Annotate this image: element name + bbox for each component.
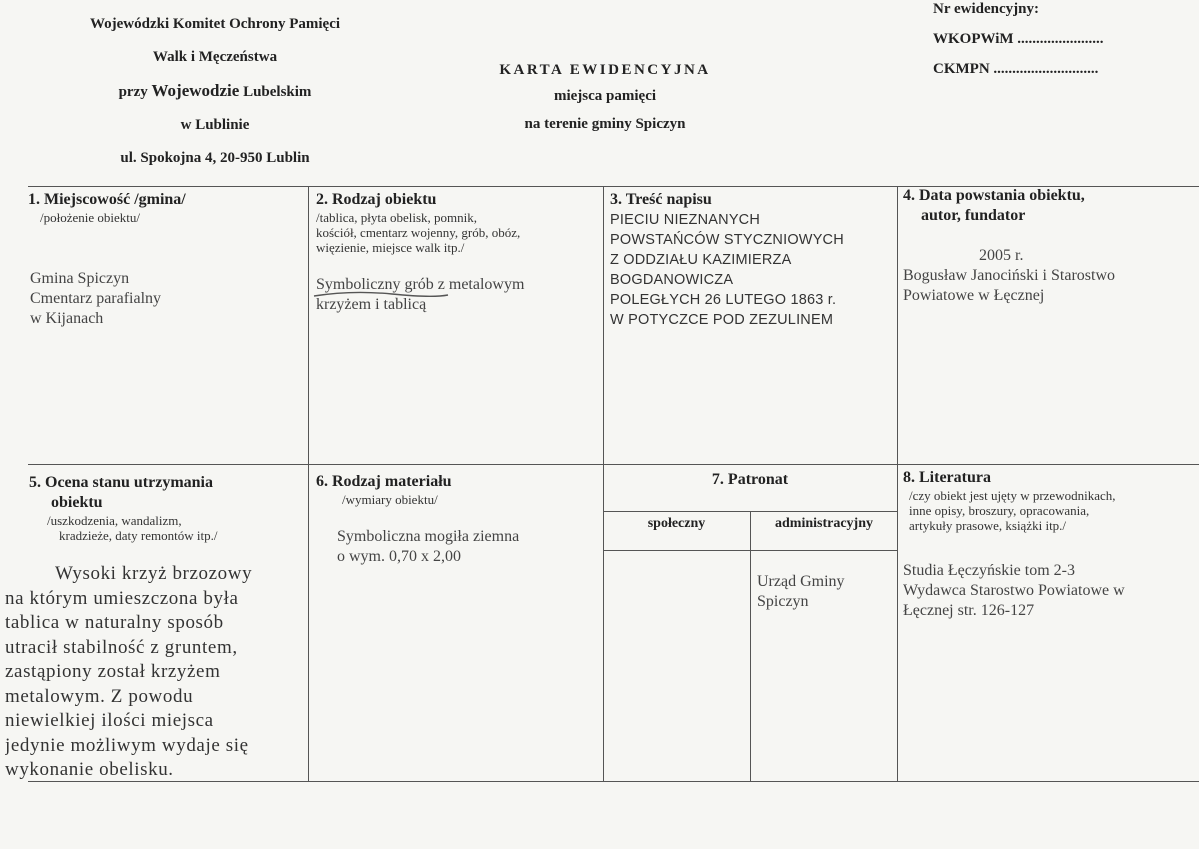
org-address: ul. Spokojna 4, 20-950 Lublin (120, 150, 310, 166)
object-type-line: krzyżem i tablicą (316, 296, 427, 313)
section-1-subtitle: /położenie obiektu/ (40, 210, 141, 225)
author-line: Bogusław Janociński i Starostwo (903, 267, 1115, 284)
literature-line: Wydawca Starostwo Powiatowe w (903, 582, 1125, 599)
section-8-subtitle: /czy obiekt jest ujęty w przewodnikach, inne opisy, broszury, opracowania, artykuły prasowe, książki itp./ (909, 488, 1116, 533)
section-4-title-line1: 4. Data powstania obiektu, (903, 187, 1085, 204)
org-city: w Lublinie (180, 117, 250, 133)
section-6-subtitle: /wymiary obiektu/ (342, 492, 438, 507)
section-1-title: 1. Miejscowość /gmina/ (28, 191, 186, 208)
material-line: Symboliczna mogiła ziemna (337, 528, 520, 545)
location-line: Cmentarz parafialny (30, 290, 162, 307)
pen-underline-mark (312, 286, 452, 300)
section-8-content (903, 561, 1197, 621)
org-name-line1: Wojewódzki Komitet Ochrony Pamięci (89, 16, 341, 32)
condition-line: zastąpiony został krzyżem (5, 661, 221, 682)
patronat-admin-content (757, 572, 895, 612)
nr-ewidencyjny-label: Nr ewidencyjny: (933, 1, 1039, 17)
wkopwim-field: WKOPWiM ....................... (933, 31, 1104, 47)
inscription-line: PIECIU NIEZNANYCH (610, 212, 761, 228)
location-line: Gmina Spiczyn (30, 270, 130, 287)
patronat-line: Spiczyn (757, 593, 809, 610)
section-5-title-line1: 5. Ocena stanu utrzymania (29, 474, 213, 491)
condition-line: jedynie możliwym wydaje się (5, 734, 249, 756)
card-subtitle: miejsca pamięci (553, 88, 657, 104)
object-type-line: Symboliczny grób z metalowym (316, 276, 525, 293)
section-6-title: 6. Rodzaj materiału (316, 473, 452, 490)
literature-line: Studia Łęczyńskie tom 2-3 (903, 562, 1075, 579)
section-3-title: 3. Treść napisu (610, 191, 712, 208)
location-line: w Kijanach (30, 310, 104, 327)
condition-line: tablica w naturalny sposób (5, 612, 224, 633)
section-8-literature (903, 468, 1197, 621)
patronat-line: Urząd Gminy (757, 573, 845, 590)
section-7-title: 7. Patronat (711, 471, 789, 488)
section-6-material (316, 472, 600, 567)
condition-line: Wysoki krzyż brzozowy (55, 563, 253, 584)
grid-col1-divider (308, 186, 309, 782)
section-5-content (5, 562, 305, 783)
condition-line: utracił stabilność z gruntem, (5, 636, 238, 658)
ckmpn-field: CKMPN ............................ (933, 61, 1099, 77)
condition-line: na którym umieszczona była (5, 587, 239, 609)
patronat-admin-header: administracyjny (775, 516, 873, 531)
section-1-location (28, 190, 303, 329)
card-area: na terenie gminy Spiczyn (524, 116, 686, 132)
org-name-line3: przy Wojewodzie Lubelskim (118, 81, 312, 100)
section-3-content (610, 210, 895, 330)
card-title-block (430, 58, 780, 138)
card-title: KARTA EWIDENCYJNA (499, 62, 711, 78)
section-3-inscription (610, 190, 895, 330)
section-4-content (903, 266, 1197, 306)
patronat-social-header: społeczny (647, 516, 706, 531)
condition-line: wykonanie obelisku. (5, 759, 174, 780)
section-8-title: 8. Literatura (903, 469, 991, 486)
creation-year: 2005 r. (979, 247, 1024, 264)
section-5-title-line2: obiektu (51, 494, 103, 511)
org-name-line2: Walk i Męczeństwa (152, 49, 278, 65)
material-line: o wym. 0,70 x 2,00 (337, 548, 461, 565)
inscription-line: POLEGŁYCH 26 LUTEGO 1863 r. (610, 292, 837, 308)
inscription-line: Z ODDZIAŁU KAZIMIERZA (610, 252, 792, 268)
author-line: Powiatowe w Łęcznej (903, 287, 1045, 304)
grid-middle-line (28, 464, 1199, 465)
condition-line: metalowym. Z powodu (5, 685, 194, 707)
grid-col3-divider (897, 186, 898, 782)
section-6-content (316, 527, 600, 567)
inscription-line: W POTYCZCE POD ZEZULINEM (610, 312, 834, 328)
section-5-subtitle: /uszkodzenia, wandalizm, kradzieże, daty remontów itp./ (47, 513, 218, 543)
registry-numbers (933, 1, 1104, 84)
section-4-title-line2: autor, fundator (921, 207, 1026, 224)
patronat-col-divider (750, 511, 751, 781)
section-5-condition (5, 473, 306, 783)
literature-line: Łęcznej str. 126-127 (903, 602, 1035, 619)
inscription-line: POWSTAŃCÓW STYCZNIOWYCH (610, 232, 844, 248)
section-2-subtitle: /tablica, płyta obelisk, pomnik, kościół, cmentarz wojenny, grób, obóz, więzienie, miejsce walk itp./ (316, 210, 521, 255)
inscription-line: BOGDANOWICZA (610, 272, 734, 288)
organization-header (0, 8, 430, 175)
section-2-title: 2. Rodzaj obiektu (316, 191, 437, 208)
section-1-content (28, 269, 303, 329)
section-4-date-author (903, 186, 1197, 306)
condition-line: niewielkiej ilości miejsca (5, 710, 214, 731)
